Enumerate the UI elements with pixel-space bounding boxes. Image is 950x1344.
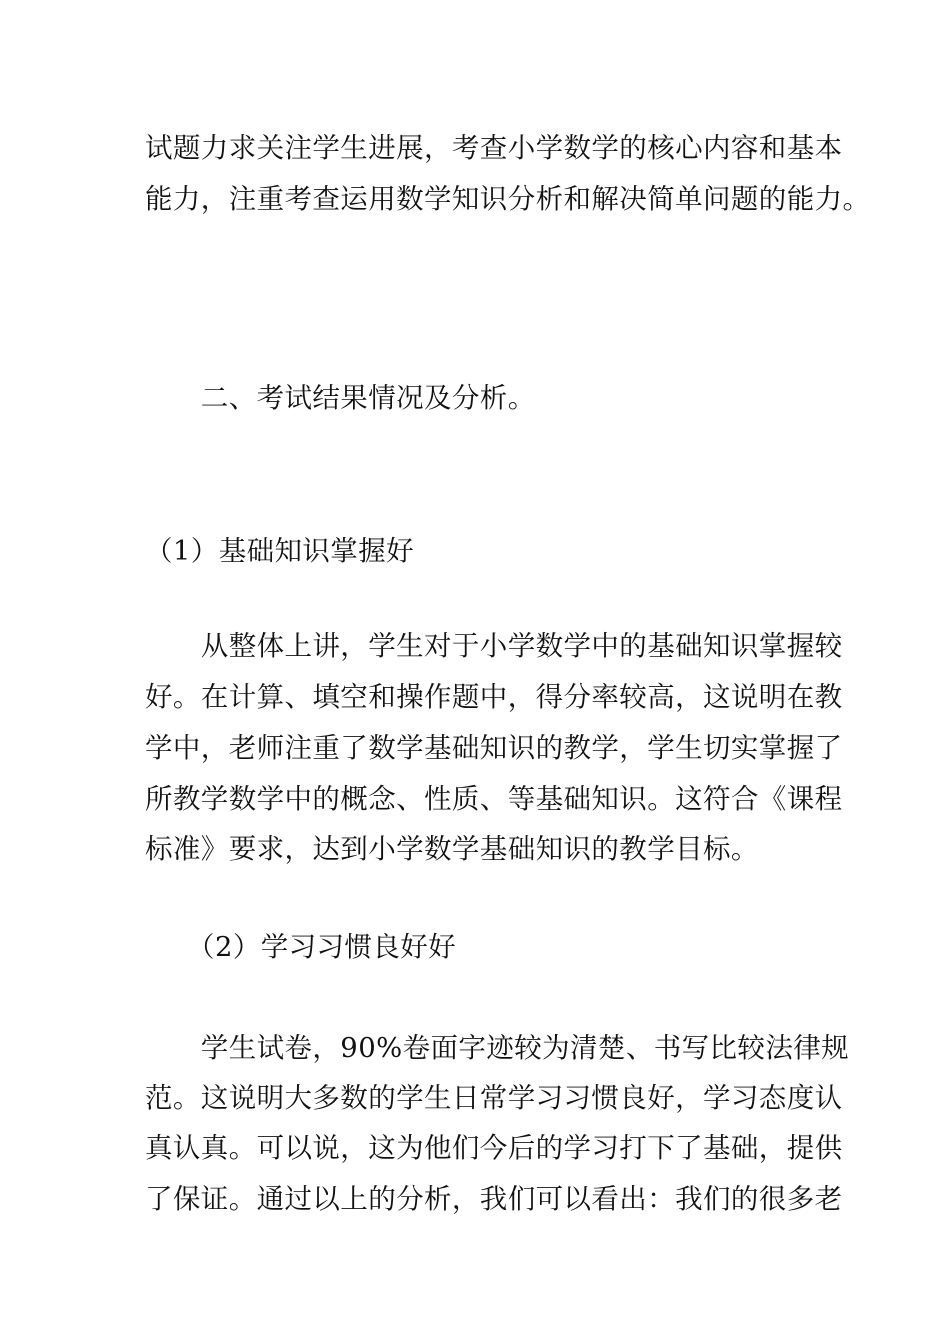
paragraph-2-line-4: 了保证。通过以上的分析，我们可以看出：我们的很多老 — [145, 1183, 843, 1215]
paragraph-1-line-5: 标准》要求，达到小学数学基础知识的教学目标。 — [145, 833, 759, 865]
paragraph-1-line-2: 好。在计算、填空和操作题中，得分率较高，这说明在教 — [145, 681, 843, 713]
paragraph-2-line-2: 范。这说明大多数的学生日常学习习惯良好，学习态度认 — [145, 1082, 843, 1114]
subsection-2-heading: （2）学习习惯良好好 — [145, 931, 457, 963]
paragraph-2-line-1: 学生试卷，90%卷面字迹较为清楚、书写比较法律规 — [145, 1032, 850, 1064]
paragraph-1-line-4: 所教学数学中的概念、性质、等基础知识。这符合《课程 — [145, 783, 843, 815]
paragraph-intro-line-1: 试题力求关注学生进展，考查小学数学的核心内容和基本 — [145, 132, 843, 164]
paragraph-2-line-3: 真认真。可以说，这为他们今后的学习打下了基础，提供 — [145, 1132, 843, 1164]
paragraph-1-line-1: 从整体上讲，学生对于小学数学中的基础知识掌握较 — [145, 630, 843, 662]
section-heading: 二、考试结果情况及分析。 — [145, 382, 536, 414]
subsection-1-heading: （1）基础知识掌握好 — [145, 535, 414, 567]
paragraph-1-line-3: 学中，老师注重了数学基础知识的教学，学生切实掌握了 — [145, 732, 843, 764]
paragraph-intro-line-2: 能力，注重考查运用数学知识分析和解决简单问题的能力。 — [145, 183, 871, 215]
